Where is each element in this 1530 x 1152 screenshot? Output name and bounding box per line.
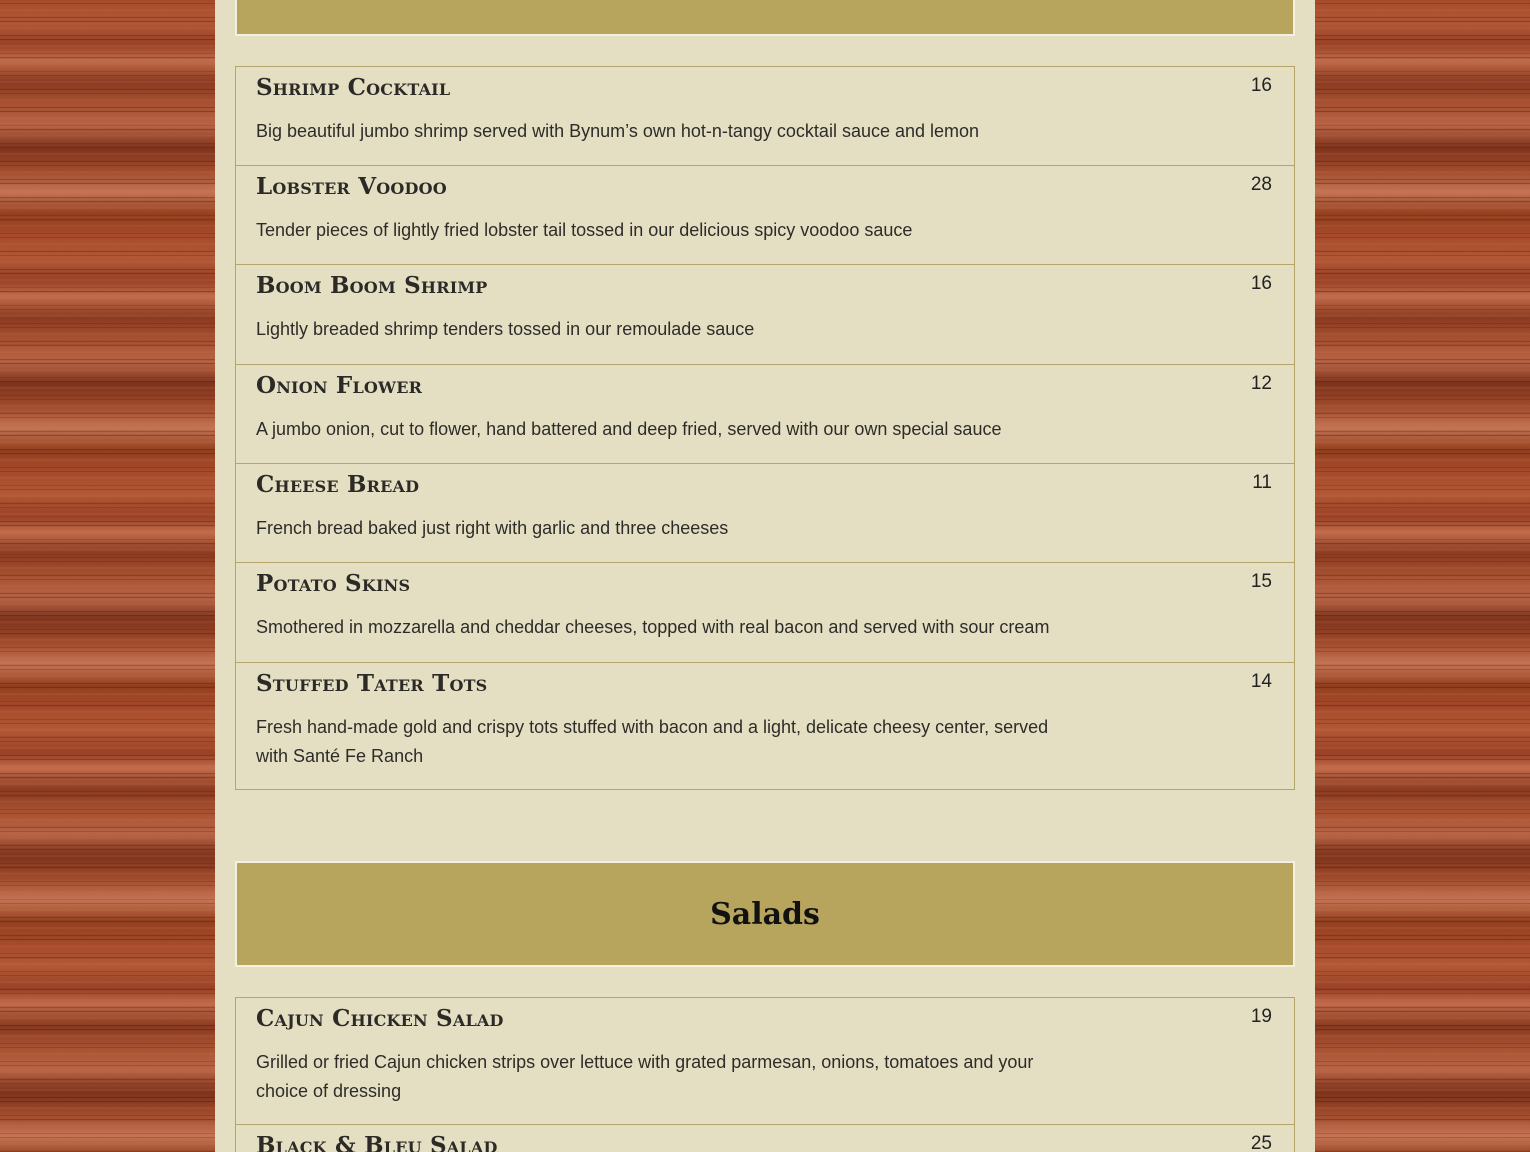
menu-item[interactable] [235,662,1295,790]
item-name: Potato Skins [256,570,411,597]
menu-item[interactable] [235,165,1295,265]
item-price: 28 [1250,174,1272,195]
item-name: Cajun Chicken Salad [256,1005,504,1032]
item-name: Onion Flower [256,372,423,399]
salads-list [235,997,1295,1152]
menu-item[interactable] [235,1124,1295,1152]
item-description: Fresh hand-made gold and crispy tots stuffed with bacon and a light, delicate cheesy center, served with Santé Fe Ranch [256,717,1049,766]
item-price: 19 [1250,1006,1272,1027]
item-name: Boom Boom Shrimp [256,272,488,299]
menu-item[interactable] [235,364,1295,464]
appetizers-list [235,66,1295,790]
item-price: 16 [1250,75,1272,96]
item-price: 15 [1250,571,1272,592]
menu-item[interactable] [235,66,1295,166]
menu-item[interactable] [235,997,1295,1125]
item-name: Lobster Voodoo [256,173,447,200]
item-name: Black & Bleu Salad [256,1132,498,1152]
item-description: Big beautiful jumbo shrimp served with Bynum’s own hot-n-tangy cocktail sauce and lemon [256,121,980,141]
item-price: 12 [1250,373,1272,394]
item-price: 14 [1250,671,1272,692]
item-name: Stuffed Tater Tots [256,670,488,697]
menu-item[interactable] [235,463,1295,563]
item-description: Lightly breaded shrimp tenders tossed in our remoulade sauce [256,319,755,339]
item-description: French bread baked just right with garlic and three cheeses [256,518,729,538]
item-price: 25 [1250,1133,1272,1152]
item-name: Cheese Bread [256,471,420,498]
item-description: Tender pieces of lightly fried lobster tail tossed in our delicious spicy voodoo sauce [256,220,913,240]
item-price: 16 [1250,273,1272,294]
menu-item[interactable] [235,264,1295,365]
item-price: 11 [1252,472,1272,493]
category-title: Salads [710,896,820,932]
menu-item[interactable] [235,562,1295,663]
menu-panel [215,0,1315,1152]
category-header-salads [235,861,1295,967]
item-name: Shrimp Cocktail [256,74,451,101]
item-description: Smothered in mozzarella and cheddar cheeses, topped with real bacon and served with sour cream [256,617,1050,637]
category-header-appetizers [235,0,1295,36]
item-description: A jumbo onion, cut to flower, hand battered and deep fried, served with our own special sauce [256,419,1002,439]
item-description: Grilled or fried Cajun chicken strips over lettuce with grated parmesan, onions, tomatoes and your choice of dressing [256,1052,1034,1101]
